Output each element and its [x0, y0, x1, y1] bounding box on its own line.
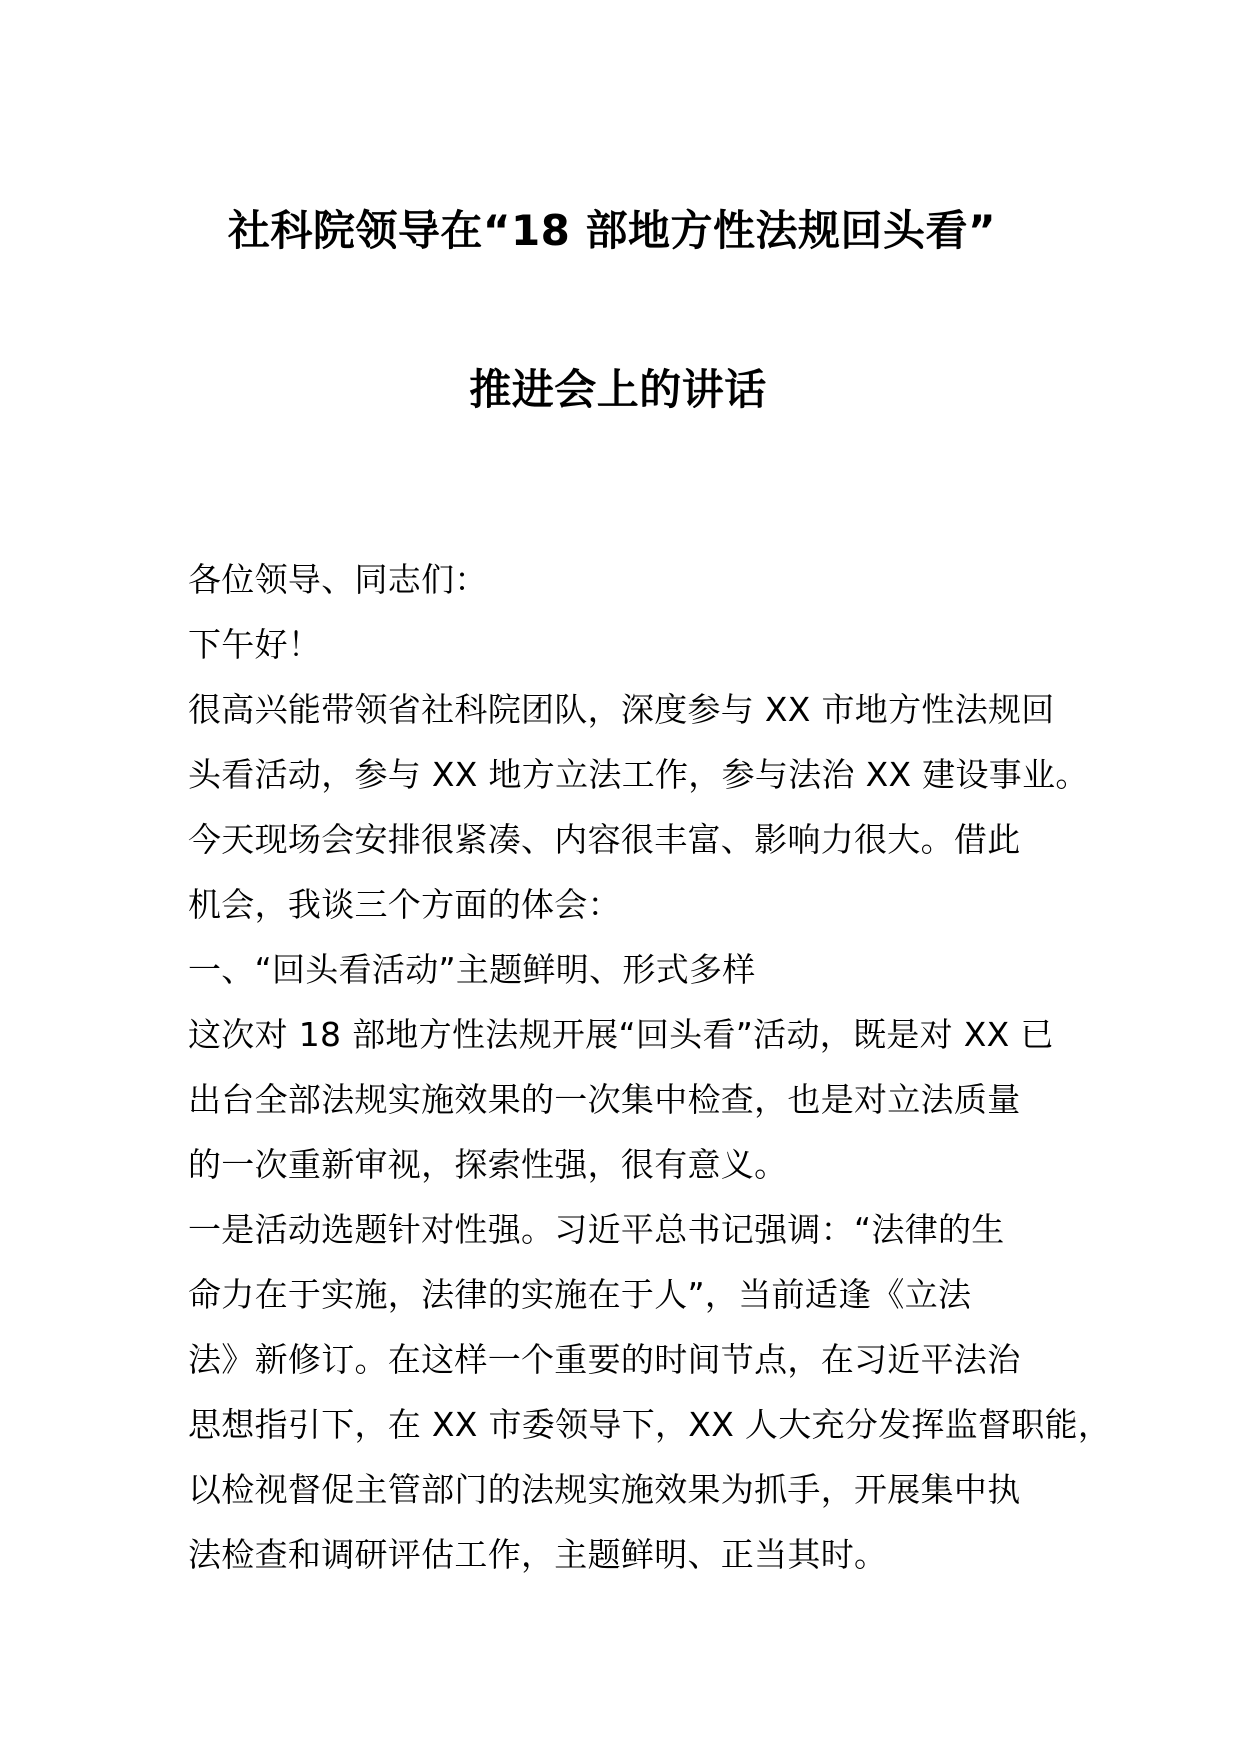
speech-body	[188, 547, 1112, 1587]
body-line: 这次对 18 部地方性法规开展“回头看”活动，既是对 XX 已	[188, 1015, 1054, 1054]
body-line: 一是活动选题针对性强。习近平总书记强调：“法律的生	[188, 1210, 1005, 1249]
body-line: 的一次重新审视，探索性强，很有意义。	[188, 1145, 788, 1184]
body-line: 机会，我谈三个方面的体会：	[188, 885, 621, 924]
body-line: 出台全部法规实施效果的一次集中检查，也是对立法质量	[188, 1080, 1021, 1119]
section-heading: 一、“回头看活动”主题鲜明、形式多样	[188, 950, 756, 989]
body-line: 思想指引下，在 XX 市委领导下，XX 人大充分发挥监督职能，	[188, 1405, 1112, 1444]
document-title-line-2: 推进会上的讲话	[469, 365, 767, 414]
body-line: 命力在于实施，法律的实施在于人”，当前适逢《立法	[188, 1275, 972, 1314]
body-line: 很高兴能带领省社科院团队，深度参与 XX 市地方性法规回	[188, 690, 1055, 729]
body-line: 法检查和调研评估工作，主题鲜明、正当其时。	[188, 1535, 888, 1574]
salutation: 各位领导、同志们：	[188, 560, 488, 599]
body-line: 头看活动，参与 XX 地方立法工作，参与法治 XX 建设事业。	[188, 755, 1089, 794]
body-line: 法》新修订。在这样一个重要的时间节点，在习近平法治	[188, 1340, 1021, 1379]
document-title-line-1: 社科院领导在“18 部地方性法规回头看”	[227, 206, 997, 255]
greeting: 下午好！	[188, 625, 322, 664]
body-line: 今天现场会安排很紧凑、内容很丰富、影响力很大。借此	[188, 820, 1021, 859]
body-line: 以检视督促主管部门的法规实施效果为抓手，开展集中执	[188, 1470, 1021, 1509]
